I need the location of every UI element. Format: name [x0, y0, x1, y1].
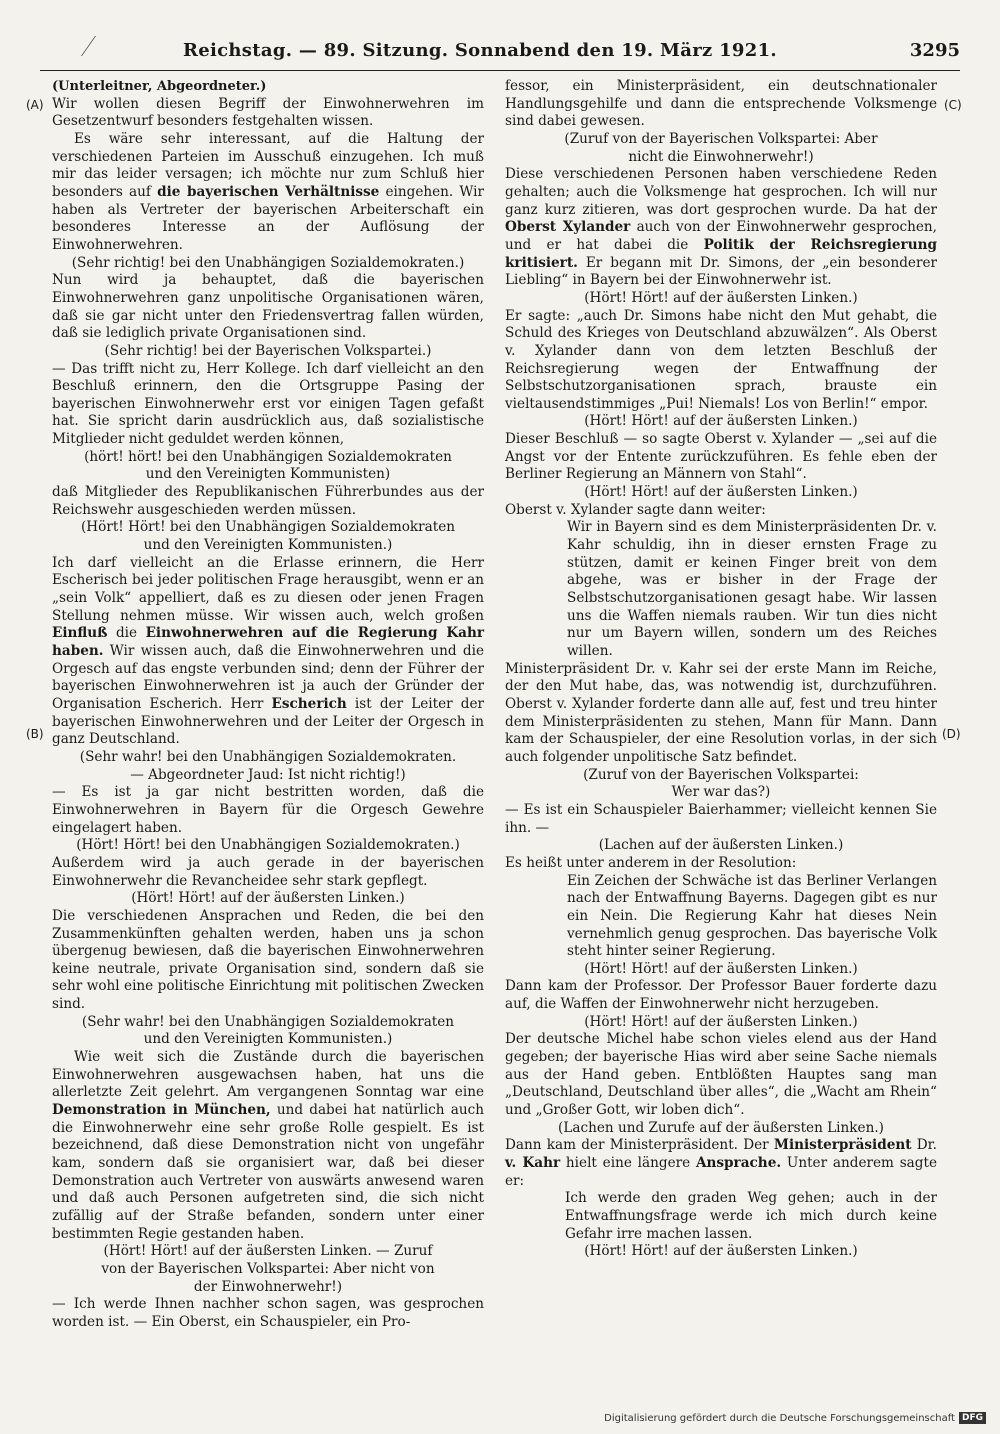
paragraph: daß Mitglieder des Republikanischen Führerbundes aus der Reichswehr ausgeschieden werden müssen. — [52, 484, 484, 518]
margin-marker-b: (B) — [26, 727, 44, 741]
paragraph: Wir wollen diesen Begriff der Einwohnerwehren im Gesetzentwurf besonders festgehalten wissen. — [52, 95, 484, 130]
margin-marker-a: (A) — [26, 98, 44, 112]
interjection: (Hört! Hört! auf der äußersten Linken. — Zuruf von der Bayerischen Volkspartei: Aber nicht von der Einwohnerwehr!) — [101, 1243, 435, 1295]
emphasis: Einwohnerwehren auf die Regierung Kahr haben. — [52, 625, 484, 659]
page-header — [40, 30, 960, 71]
block-quote: Wir in Bayern sind es dem Ministerpräsidenten Dr. v. Kahr schuldig, ihn in dieser ernsten Frage zu stützen, damit er keinen Finger breit von dem abgehe, was er bisher in der Frage der Selbstschutzorganisationen gesagt habe. Wir lassen uns die Waffen niemals rauben. Wir tun dies nicht nur um Bayern willen, sondern um des Reiches willen. — [567, 519, 937, 659]
interjection: — Abgeordneter Jaud: Ist nicht richtig!) — [130, 766, 406, 783]
interjection: (Lachen auf der äußersten Linken.) — [598, 837, 844, 854]
emphasis: die bayerischen Verhältnisse — [157, 183, 380, 200]
paragraph: Nun wird ja behauptet, daß die bayerischen Einwohnerwehren ganz unpolitische Organisationen wären, daß sie gar nicht unter den Friedensvertrag fallen würden, daß sie lediglich private Organisationen sind. — [52, 272, 484, 342]
paragraph: Er sagte: „auch Dr. Simons habe nicht den Mut gehabt, die Schuld des Krieges von Deutschland abzuwälzen“. Als Oberst v. Xylander dann von dem letzten Beschluß der Reichsregierung wegen der Entwaffnung der Selbstschutzorganisationen sprach, brauste ein vieltausendstimmiges „Pui! Niemals! Los von Berlin!“ empor. — [505, 307, 937, 412]
paragraph: — Ich werde Ihnen nachher schon sagen, was gesprochen worden ist. — Ein Oberst, ein Schauspieler, ein Pro- — [52, 1296, 484, 1330]
margin-marker-d: (D) — [942, 727, 961, 741]
page-number: 3295 — [909, 40, 960, 61]
paragraph: — Es ist ja gar nicht bestritten worden, daß die Einwohnerwehren in Bayern für die Orgesch Gewehre eingelagert haben. — [52, 784, 484, 836]
margin-marker-c: (C) — [944, 98, 962, 112]
emphasis: Einfluß — [52, 625, 108, 642]
emphasis: Demonstration in München, — [52, 1102, 271, 1119]
paragraph: Diese verschiedenen Personen haben verschiedene Reden gehalten; auch die Volksmenge hat gesprochen. Ich will nur ganz kurz zitieren, was dort gesprochen wurde. Da hat der Oberst Xylander auch von der Einwohnerwehr gesprochen, und er hat dabei die Politik der Reichsregierung kritisiert. Er begann mit Dr. Simons, der „ein besonderer Liebling“ in Bayern bei der Einwohnerwehr ist. — [505, 166, 937, 289]
running-title: Reichstag. — 89. Sitzung. Sonnabend den 19. März 1921. — [183, 40, 777, 61]
interjection: (Hört! Hört! auf der äußersten Linken.) — [584, 1243, 858, 1260]
interjection: (Zuruf von der Bayerischen Volkspartei: Wer war das?) — [583, 766, 859, 801]
left-column — [52, 78, 484, 1332]
interjection: (Sehr richtig! bei den Unabhängigen Sozialdemokraten.) — [71, 254, 465, 271]
paragraph: Der deutsche Michel habe schon vieles elend aus der Hand gegeben; der bayerische Hias wird aber seine Sache niemals aus der Hand geben. Entblößten Hauptes sang man „Deutschland, Deutschland über alles“, die „Wacht am Rhein“ und „Großer Gott, wir loben dich“. — [505, 1031, 937, 1119]
paragraph: Dann kam der Ministerpräsident. Der Ministerpräsident Dr. v. Kahr hielt eine längere Ansprache. Unter anderem sagte er: — [505, 1137, 937, 1189]
emphasis: Escherich — [271, 695, 347, 712]
interjection: (Lachen und Zurufe auf der äußersten Linken.) — [558, 1119, 884, 1136]
paragraph: — Das trifft nicht zu, Herr Kollege. Ich darf vielleicht an den Beschluß erinnern, den die Ortsgruppe Pasing der bayerischen Einwohnerwehr erst vor einigen Tagen gefaßt hat. Sie spricht darin ausdrücklich aus, daß sozialistische Mitglieder nicht geduldet werden können, — [52, 360, 484, 448]
block-quote: Ein Zeichen der Schwäche ist das Berliner Verlangen nach der Entwaffnung Bayerns. Dagegen gibt es nur ein Nein. Die Regierung Kahr hat dieses Nein vernehmlich genug gesprochen. Das bayerische Volk steht hinter seiner Regierung. — [567, 872, 937, 960]
dfg-logo: DFG — [959, 1412, 986, 1424]
interjection: (Hört! Hört! auf der äußersten Linken.) — [584, 1013, 858, 1030]
paragraph: Es wäre sehr interessant, auf die Haltung der verschiedenen Parteien im Ausschuß einzugehen. Ich muß mir das leider versagen; ich möchte nur zum Schluß hier besonders auf die bayerischen Verhältnisse eingehen. Wir haben als Vertreter der bayerischen Arbeiterschaft ein besonderes Interesse an der Auflösung der Einwohnerwehren. — [52, 130, 484, 253]
interjection: (Hört! Hört! bei den Unabhängigen Sozialdemokraten.) — [76, 837, 460, 854]
interjection: (Sehr wahr! bei den Unabhängigen Sozialdemokraten. — [79, 748, 457, 765]
emphasis: v. Kahr — [505, 1155, 561, 1172]
emphasis: Politik der Reichsregierung kritisiert. — [505, 236, 937, 271]
right-column — [505, 78, 937, 1261]
interjection: (Sehr wahr! bei den Unabhängigen Sozialdemokraten und den Vereinigten Kommunisten.) — [81, 1013, 455, 1048]
paragraph: Oberst v. Xylander sagte dann weiter: — [505, 501, 766, 518]
paragraph: Ich darf vielleicht an die Erlasse erinnern, die Herr Escherisch bei jeder politischen Frage herausgibt, wenn er an „sein Volk“ appelliert, daß es zu diesen oder jenen Fragen Stellung nehmen müsse. Wir wissen auch, welch großen Einfluß die Einwohnerwehren auf die Regierung Kahr haben. Wir wissen auch, daß die Einwohnerwehren und die Orgesch auf das engste verbunden sind; denn der Führer der bayerischen Einwohnerwehren ist ja auch der Gründer der Organisation Escherich. Herr Escherich ist der Leiter der bayerischen Einwohnerwehren und der Leiter der Orgesch in ganz Deutschland. — [52, 554, 484, 748]
interjection: (Sehr richtig! bei der Bayerischen Volkspartei.) — [104, 342, 432, 359]
paragraph: Dieser Beschluß — so sagte Oberst v. Xylander — „sei auf die Angst vor der Entente zurückzuführen. Es fehle eben der Berliner Regierung an Männern von Stahl“. — [505, 431, 937, 483]
interjection: (Hört! Hört! auf der äußersten Linken.) — [131, 890, 405, 907]
interjection: (Hört! Hört! auf der äußersten Linken.) — [584, 413, 858, 430]
interjection: (Hört! Hört! auf der äußersten Linken.) — [584, 289, 858, 306]
paragraph: — Es ist ein Schauspieler Baierhammer; vielleicht kennen Sie ihn. — — [505, 801, 937, 836]
interjection: (Hört! Hört! auf der äußersten Linken.) — [584, 960, 858, 977]
block-quote: Ich werde den graden Weg gehen; auch in der Entwaffnungsfrage werde ich mich durch keine Gefahr irre machen lassen. — [565, 1190, 937, 1242]
interjection: (Zuruf von der Bayerischen Volkspartei: Aber nicht die Einwohnerwehr!) — [564, 130, 878, 165]
emphasis: Ansprache. — [695, 1155, 782, 1172]
paragraph: Wie weit sich die Zustände durch die bayerischen Einwohnerwehren ausgewachsen haben, hat uns die allerletzte Zeit gelehrt. Am vergangenen Sonntag war eine Demonstration in München, und dabei hat natürlich auch die Einwohnerwehr eine sehr große Rolle gespielt. Es ist bezeichnend, daß diese Demonstration nicht von ungefähr kam, sondern daß sie organisiert war, daß bei dieser Demonstration auch Vertreter von auswärts anwesend waren und daß auch Personen aufgetreten sind, die sich nicht zufällig auf der Straße befanden, sondern unter einer bestimmten Regie gestanden haben. — [52, 1049, 484, 1242]
paragraph: Es heißt unter anderem in der Resolution: — [505, 854, 797, 871]
speaker-label: (Unterleitner, Abgeordneter.) — [52, 79, 267, 94]
paragraph: Dann kam der Professor. Der Professor Bauer forderte dazu auf, die Waffen der Einwohnerwehr nicht herzugeben. — [505, 978, 937, 1013]
paragraph: fessor, ein Ministerpräsident, ein deutschnationaler Handlungsgehilfe und dann die entsprechende Volksmenge sind dabei gewesen. — [505, 78, 937, 130]
emphasis: Oberst Xylander — [505, 219, 631, 236]
paragraph: Außerdem wird ja auch gerade in der bayerischen Einwohnerwehr die Revancheidee sehr stark gepflegt. — [52, 854, 484, 889]
emphasis: Ministerpräsident — [773, 1137, 912, 1154]
paragraph: Die verschiedenen Ansprachen und Reden, die bei den Zusammenkünften gehalten werden, haben uns ja schon übergenug bewiesen, daß die bayerischen Einwohnerwehren keine neutrale, private Organisation sind, sondern daß sie sehr wohl eine politische Einrichtung mit politischen Zwecken sind. — [52, 907, 484, 1013]
interjection: (Hört! Hört! bei den Unabhängigen Sozialdemokraten und den Vereinigten Kommunisten.) — [81, 519, 455, 554]
interjection: (Hört! Hört! auf der äußersten Linken.) — [584, 484, 858, 501]
interjection: (hört! hört! bei den Unabhängigen Sozialdemokraten und den Vereinigten Kommunisten) — [84, 448, 452, 483]
footer-text: Digitalisierung gefördert durch die Deutsche Forschungsgemeinschaft — [604, 1412, 955, 1424]
digitization-footer — [604, 1412, 986, 1424]
paragraph: Ministerpräsident Dr. v. Kahr sei der erste Mann im Reiche, der den Mut habe, das, was notwendig ist, durchzuführen. Oberst v. Xylander forderte dann alle auf, fest und treu hinter dem Ministerpräsidenten zu stehen, Mann für Mann. Dann kam der Schauspieler, der eine Resolution vorlas, in der sich auch folgender unpolitische Satz befindet. — [505, 660, 937, 765]
